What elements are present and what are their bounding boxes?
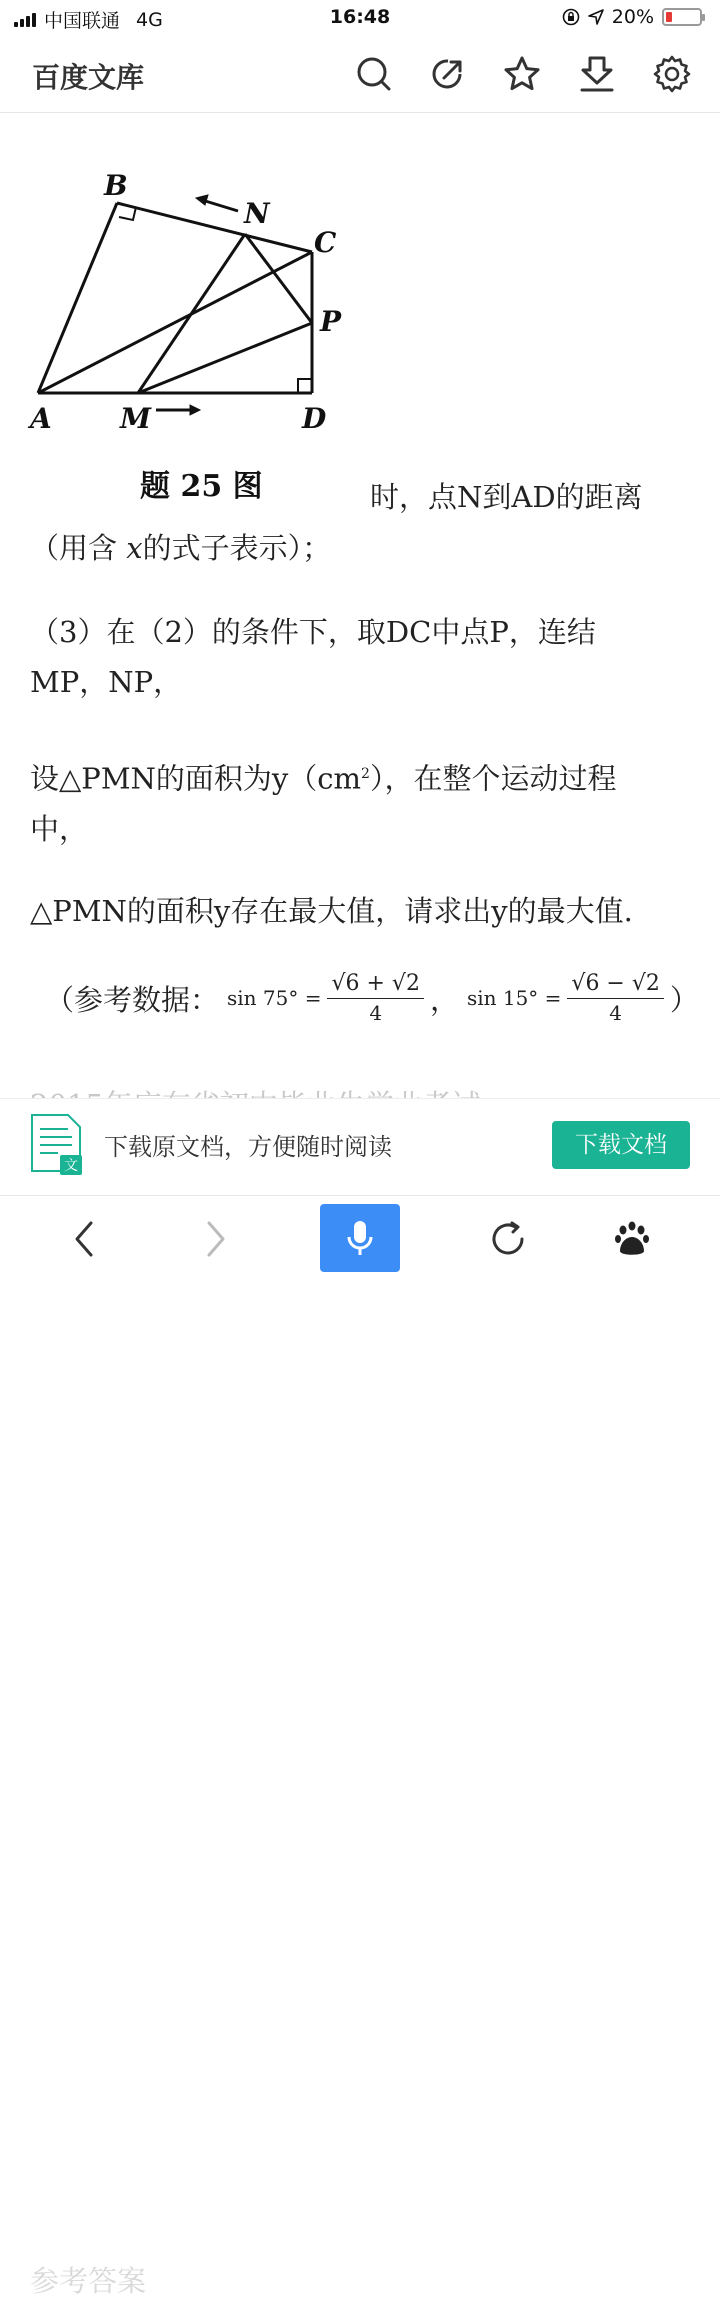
bottom-nav bbox=[0, 1195, 720, 1281]
label-b: B bbox=[104, 169, 128, 202]
edge-bc bbox=[117, 203, 312, 252]
segment-np bbox=[245, 234, 312, 323]
baidu-paw-icon bbox=[612, 1219, 652, 1259]
favorite-button[interactable] bbox=[500, 52, 544, 96]
right-angle-d bbox=[298, 379, 312, 393]
status-bar bbox=[0, 0, 720, 36]
chevron-left-icon bbox=[69, 1219, 99, 1259]
share-icon bbox=[426, 52, 470, 96]
network-type: 4G bbox=[136, 8, 163, 31]
back-button[interactable] bbox=[44, 1204, 124, 1274]
search-button[interactable] bbox=[352, 52, 396, 96]
paragraph-max: △PMN的面积y存在最大值，请求出y的最大值. bbox=[30, 894, 633, 928]
microphone-icon bbox=[345, 1218, 375, 1258]
label-a: A bbox=[30, 402, 52, 435]
refresh-icon bbox=[488, 1219, 528, 1259]
label-m: M bbox=[120, 402, 151, 435]
battery-icon bbox=[662, 8, 702, 26]
app-header bbox=[0, 36, 720, 113]
document-icon-badge: 文 bbox=[64, 1158, 78, 1174]
geometry-figure bbox=[30, 153, 370, 453]
refresh-button[interactable] bbox=[468, 1204, 548, 1274]
orientation-lock-icon bbox=[562, 8, 580, 26]
segment-mp bbox=[138, 323, 312, 393]
reference-data: （参考数据： sin 75° = $\frac{√6 + √2}{4}$ ， sin 15° = $\frac{√6 - √2}{4}$ ） bbox=[45, 971, 699, 1025]
label-p: P bbox=[320, 305, 342, 338]
download-prompt: 下载原文档，方便随时阅读 bbox=[104, 1133, 392, 1161]
forward-button[interactable] bbox=[176, 1204, 256, 1274]
share-button[interactable] bbox=[426, 52, 470, 96]
edge-ab bbox=[38, 203, 117, 393]
label-c: C bbox=[314, 226, 337, 259]
paragraph-area: 设△PMN的面积为$y(cm^2)$，在整个运动过程 中， bbox=[30, 761, 617, 846]
carrier-name: 中国联通 bbox=[44, 10, 121, 32]
download-banner[interactable] bbox=[0, 1098, 720, 2298]
text-line-expression: （用含 x的式子表示）； bbox=[30, 531, 332, 565]
star-icon bbox=[500, 52, 544, 96]
document-icon bbox=[28, 1113, 84, 1177]
download-icon bbox=[575, 52, 619, 96]
settings-button[interactable] bbox=[650, 52, 694, 96]
paragraph-part3: （3）在（2）的条件下，取DC中点P，连结 MP，NP， bbox=[30, 615, 596, 699]
faded-heading-answers: 参考答案 bbox=[30, 2264, 147, 2298]
document-content[interactable] bbox=[0, 113, 720, 1098]
arrow-n bbox=[202, 200, 238, 211]
text-line-distance: 时，点N到AD的距离 bbox=[370, 480, 643, 514]
download-document-button[interactable]: 下载文档 bbox=[552, 1121, 690, 1169]
segment-mn bbox=[138, 234, 245, 393]
voice-search-button[interactable] bbox=[320, 1204, 400, 1272]
diagonal-ac bbox=[38, 252, 312, 393]
status-time: 16:48 bbox=[329, 6, 391, 28]
battery-percent: 20% bbox=[611, 6, 654, 28]
figure-caption: 题 25 图 bbox=[140, 469, 263, 504]
chevron-right-icon bbox=[201, 1219, 231, 1259]
right-angle-b bbox=[119, 207, 136, 220]
label-n: N bbox=[244, 197, 270, 230]
settings-icon bbox=[650, 52, 694, 96]
location-icon bbox=[588, 9, 604, 25]
baidu-home-button[interactable] bbox=[592, 1204, 672, 1274]
search-icon bbox=[352, 52, 396, 96]
download-button[interactable] bbox=[575, 52, 619, 96]
label-d: D bbox=[302, 402, 327, 435]
app-title: 百度文库 bbox=[32, 61, 145, 94]
